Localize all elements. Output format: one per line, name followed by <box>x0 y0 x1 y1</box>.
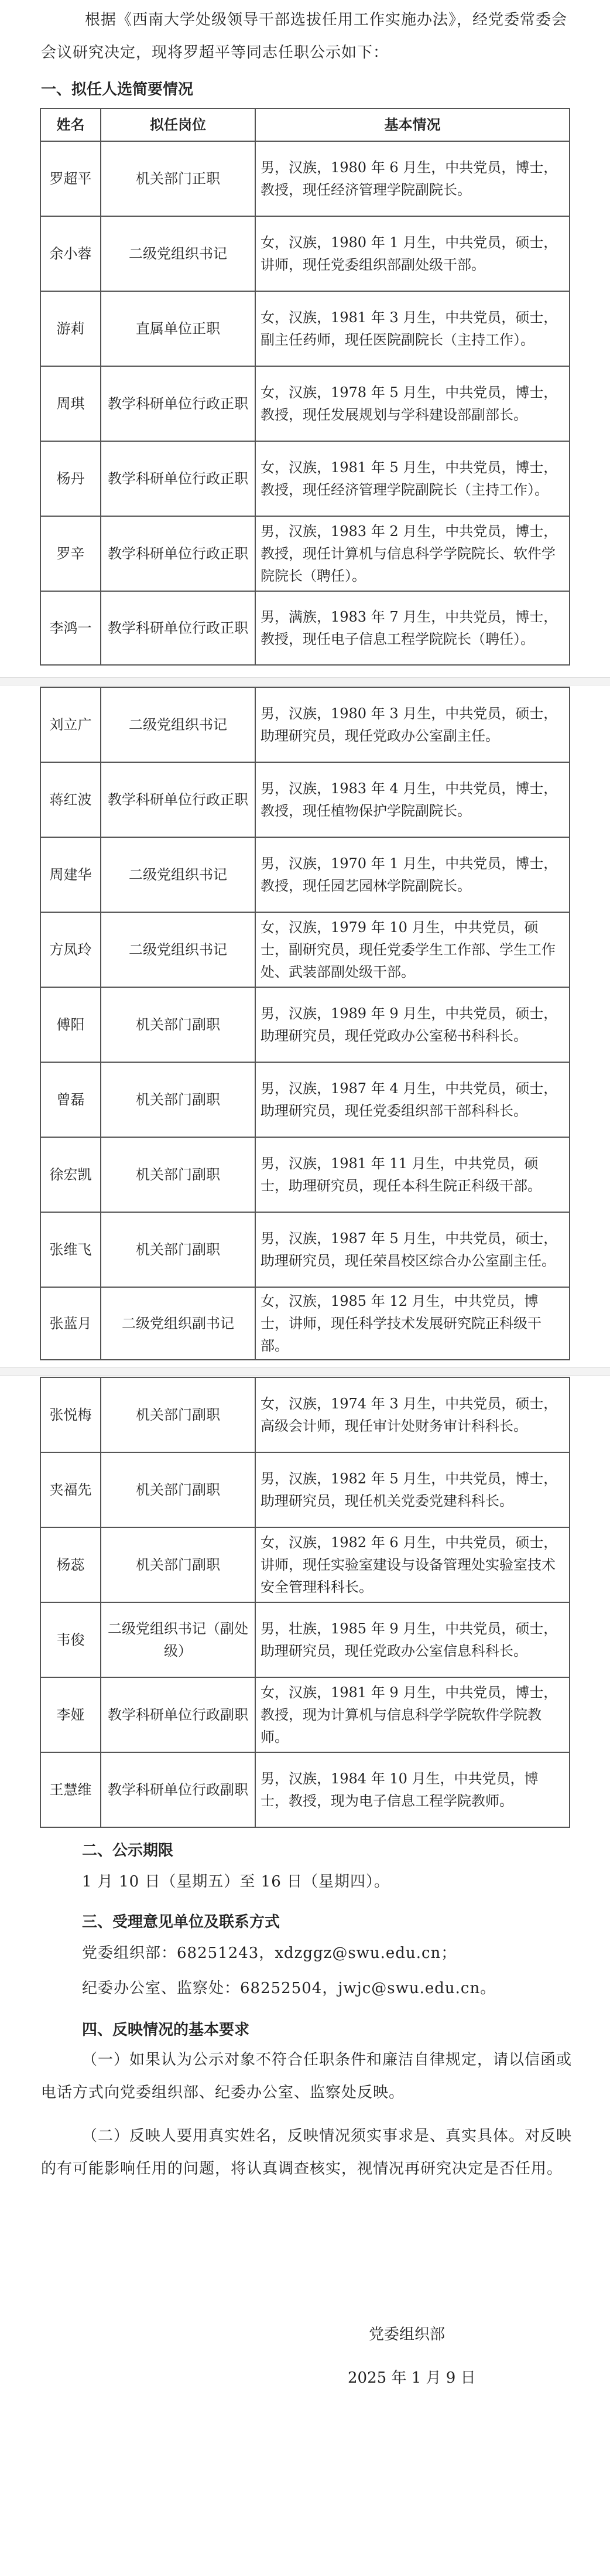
table-row <box>40 1452 570 1527</box>
candidate-info: 女，汉族，1978 年 5 月生，中共党员，博士，教授，现任发展规划与学科建设部副部长。 <box>255 366 570 441</box>
candidate-info: 男，满族，1983 年 7 月生，中共党员，博士，教授，现任电子信息工程学院院长（聘任）。 <box>255 591 570 665</box>
table-row <box>40 1287 570 1360</box>
candidate-info: 男，壮族，1985 年 9 月生，中共党员，硕士，助理研究员，现任党政办公室信息科科长。 <box>255 1602 570 1677</box>
table-row <box>40 1212 570 1287</box>
candidate-name: 张悦梅 <box>40 1377 101 1452</box>
candidate-name: 游莉 <box>40 291 101 366</box>
candidate-post: 直属单位正职 <box>101 291 255 366</box>
candidate-post: 教学科研单位行政副职 <box>101 1677 255 1752</box>
candidate-name: 刘立广 <box>40 687 101 762</box>
candidate-info: 男，汉族，1989 年 9 月生，中共党员，硕士，助理研究员，现任党政办公室秘书科科长。 <box>255 987 570 1062</box>
candidates-table-part1 <box>40 108 570 666</box>
candidate-info: 男，汉族，1987 年 4 月生，中共党员，硕士，助理研究员，现任党委组织部干部科科长。 <box>255 1062 570 1137</box>
table-header-row <box>40 108 570 141</box>
candidate-name: 韦俊 <box>40 1602 101 1677</box>
candidate-post: 教学科研单位行政副职 <box>101 1752 255 1827</box>
candidate-name: 张蓝月 <box>40 1287 101 1360</box>
candidate-name: 罗辛 <box>40 516 101 591</box>
candidate-info: 男，汉族，1982 年 5 月生，中共党员，博士，助理研究员，现任机关党委党建科科长。 <box>255 1452 570 1527</box>
candidate-post: 教学科研单位行政正职 <box>101 366 255 441</box>
period-text: 1 月 10 日（星期五）至 16 日（星期四）。 <box>82 1873 390 1891</box>
candidate-info: 女，汉族，1974 年 3 月生，中共党员，硕士，高级会计师，现任审计处财务审计科科长。 <box>255 1377 570 1452</box>
header-info: 基本情况 <box>255 108 570 141</box>
candidate-post: 机关部门正职 <box>101 141 255 216</box>
candidate-post: 机关部门副职 <box>101 987 255 1062</box>
candidate-post: 二级党组织书记 <box>101 912 255 987</box>
candidate-info: 女，汉族，1985 年 12 月生，中共党员，博士，讲师，现任科学技术发展研究院正科级干部。 <box>255 1287 570 1360</box>
candidate-post: 教学科研单位行政正职 <box>101 762 255 837</box>
candidate-name: 李鸿一 <box>40 591 101 665</box>
candidate-info: 女，汉族，1979 年 10 月生，中共党员，硕士，副研究员，现任党委学生工作部、学生工作处、武装部副处级干部。 <box>255 912 570 987</box>
candidate-name: 周琪 <box>40 366 101 441</box>
section-heading-period: 二、公示期限 <box>82 1842 174 1860</box>
signature-date: 2025 年 1 月 9 日 <box>348 2369 476 2387</box>
header-post: 拟任岗位 <box>101 108 255 141</box>
table-row <box>40 912 570 987</box>
table-row <box>40 1602 570 1677</box>
candidate-name: 徐宏凯 <box>40 1137 101 1212</box>
candidate-name: 夹福先 <box>40 1452 101 1527</box>
candidate-name: 王慧维 <box>40 1752 101 1827</box>
candidate-post: 机关部门副职 <box>101 1137 255 1212</box>
candidate-info: 女，汉族，1982 年 6 月生，中共党员，硕士，讲师，现任实验室建设与设备管理处实验室技术安全管理科科长。 <box>255 1527 570 1602</box>
requirement-2: （二）反映人要用真实姓名，反映情况须实事求是、真实具体。对反映的有可能影响任用的问题，将认真调查核实，视情况再研究决定是否任用。 <box>41 2127 573 2178</box>
page-break <box>0 1367 610 1376</box>
table-row <box>40 1752 570 1827</box>
candidate-post: 机关部门副职 <box>101 1452 255 1527</box>
candidate-post: 教学科研单位行政正职 <box>101 441 255 516</box>
candidate-info: 男，汉族，1980 年 6 月生，中共党员，博士，教授，现任经济管理学院副院长。 <box>255 141 570 216</box>
candidate-info: 女，汉族，1980 年 1 月生，中共党员，硕士，讲师，现任党委组织部副处级干部。 <box>255 216 570 291</box>
candidate-post: 机关部门副职 <box>101 1377 255 1452</box>
contact-org-dept: 党委组织部：68251243，xdzggz@swu.edu.cn； <box>82 1944 457 1962</box>
table-row <box>40 366 570 441</box>
table-row <box>40 1137 570 1212</box>
table-row <box>40 1377 570 1452</box>
candidate-info: 男，汉族，1983 年 4 月生，中共党员，博士，教授，现任植物保护学院副院长。 <box>255 762 570 837</box>
table-row <box>40 837 570 912</box>
candidate-name: 曾磊 <box>40 1062 101 1137</box>
candidate-name: 周建华 <box>40 837 101 912</box>
contact-discipline-office: 纪委办公室、监察处：68252504，jwjc@swu.edu.cn。 <box>82 1980 496 1997</box>
candidate-info: 女，汉族，1981 年 3 月生，中共党员，硕士，副主任药师，现任医院副院长（主持工作）。 <box>255 291 570 366</box>
section-heading-contact: 三、受理意见单位及联系方式 <box>82 1913 280 1931</box>
table-row <box>40 516 570 591</box>
candidate-name: 蒋红波 <box>40 762 101 837</box>
candidate-post: 二级党组织书记 <box>101 687 255 762</box>
candidate-post: 二级党组织书记（副处级） <box>101 1602 255 1677</box>
table-row <box>40 762 570 837</box>
candidate-name: 李娅 <box>40 1677 101 1752</box>
requirement-1: （一）如果认为公示对象不符合任职条件和廉洁自律规定，请以信函或电话方式向党委组织部、纪委办公室、监察处反映。 <box>41 2051 573 2101</box>
header-name: 姓名 <box>40 108 101 141</box>
table-row <box>40 441 570 516</box>
candidate-post: 机关部门副职 <box>101 1212 255 1287</box>
candidate-post: 二级党组织副书记 <box>101 1287 255 1360</box>
candidate-info: 女，汉族，1981 年 5 月生，中共党员，博士，教授，现任经济管理学院副院长（主持工作）。 <box>255 441 570 516</box>
candidate-post: 教学科研单位行政正职 <box>101 516 255 591</box>
table-row <box>40 291 570 366</box>
table-row <box>40 687 570 762</box>
candidate-info: 男，汉族，1984 年 10 月生，中共党员，博士，教授，现为电子信息工程学院教师。 <box>255 1752 570 1827</box>
intro-paragraph: 根据《西南大学处级领导干部选拔任用工作实施办法》，经党委常委会会议研究决定，现将罗超平等同志任职公示如下： <box>41 11 568 62</box>
table-row <box>40 1677 570 1752</box>
candidate-name: 张维飞 <box>40 1212 101 1287</box>
candidates-table-part3 <box>40 1377 570 1828</box>
candidate-name: 方凤玲 <box>40 912 101 987</box>
table-row <box>40 1527 570 1602</box>
table-row <box>40 141 570 216</box>
candidate-post: 二级党组织书记 <box>101 216 255 291</box>
candidates-table-part2 <box>40 687 570 1360</box>
section-heading-requirements: 四、反映情况的基本要求 <box>82 2021 250 2039</box>
table-row <box>40 987 570 1062</box>
candidate-info: 男，汉族，1970 年 1 月生，中共党员，博士，教授，现任园艺园林学院副院长。 <box>255 837 570 912</box>
candidate-info: 男，汉族，1983 年 2 月生，中共党员，博士，教授，现任计算机与信息科学学院院长、软件学院院长（聘任）。 <box>255 516 570 591</box>
candidate-post: 机关部门副职 <box>101 1062 255 1137</box>
table-row <box>40 216 570 291</box>
table-row <box>40 591 570 665</box>
candidate-post: 二级党组织书记 <box>101 837 255 912</box>
candidate-info: 男，汉族，1987 年 5 月生，中共党员，硕士，助理研究员，现任荣昌校区综合办公室副主任。 <box>255 1212 570 1287</box>
candidate-name: 傅阳 <box>40 987 101 1062</box>
candidate-name: 杨蕊 <box>40 1527 101 1602</box>
section-heading-candidates: 一、拟任人选简要情况 <box>41 81 194 98</box>
table-row <box>40 1062 570 1137</box>
page-break <box>0 677 610 685</box>
candidate-post: 机关部门副职 <box>101 1527 255 1602</box>
candidate-info: 男，汉族，1980 年 3 月生，中共党员，硕士，助理研究员，现任党政办公室副主任。 <box>255 687 570 762</box>
candidate-name: 杨丹 <box>40 441 101 516</box>
candidate-name: 余小蓉 <box>40 216 101 291</box>
candidate-post: 教学科研单位行政正职 <box>101 591 255 665</box>
candidate-info: 男，汉族，1981 年 11 月生，中共党员，硕士，助理研究员，现任本科生院正科级干部。 <box>255 1137 570 1212</box>
candidate-name: 罗超平 <box>40 141 101 216</box>
signature-org: 党委组织部 <box>369 2326 445 2343</box>
candidate-info: 女，汉族，1981 年 9 月生，中共党员，博士，教授，现为计算机与信息科学学院软件学院教师。 <box>255 1677 570 1752</box>
